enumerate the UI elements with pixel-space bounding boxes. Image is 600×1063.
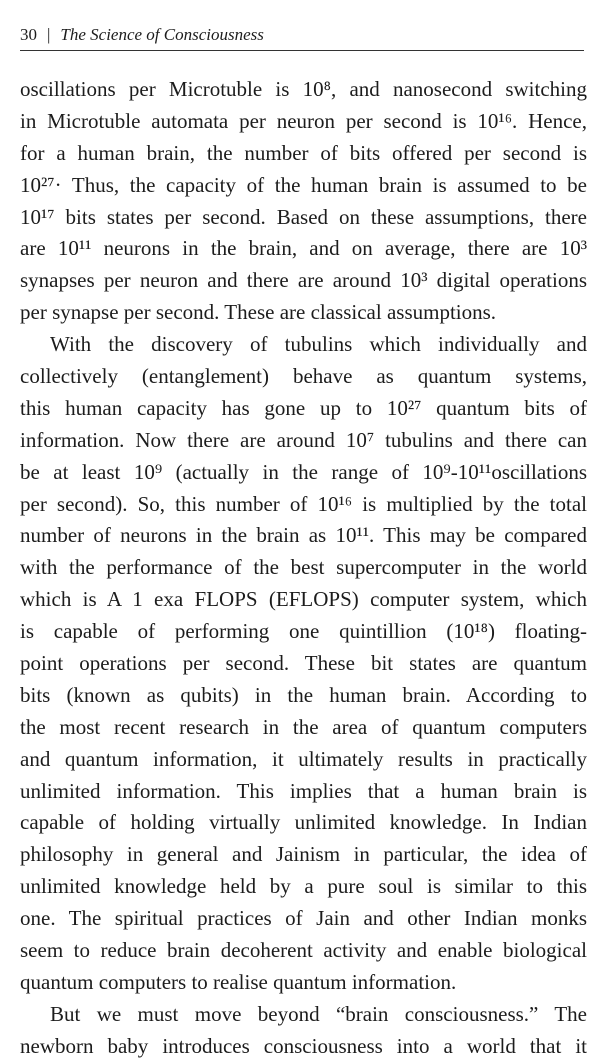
- text-line: the most recent research in the area of quantum computers: [20, 714, 587, 739]
- text-line: With the discovery of tubulins which individually and: [50, 332, 587, 357]
- text-line: 10¹⁷ bits states per second. Based on these assumptions, there: [20, 204, 587, 229]
- text-line: philosophy in general and Jainism in particular, the idea of: [20, 842, 587, 867]
- text-line: newborn baby introduces consciousness into a world that it: [20, 1033, 587, 1058]
- text-line: information. Now there are around 10⁷ tubulins and there can: [20, 427, 587, 452]
- text-line: per synapse per second. These are classical assumptions.: [20, 300, 497, 325]
- page-number: 30: [20, 25, 37, 44]
- body-text: [20, 74, 587, 1063]
- header-rule: [20, 50, 584, 51]
- text-line: unlimited information. This implies that a human brain is: [20, 778, 587, 803]
- text-line: bits (known as qubits) in the human brain. According to: [20, 682, 587, 707]
- text-line: be at least 10⁹ (actually in the range of 10⁹-10¹¹oscillations: [20, 459, 587, 484]
- paragraph: [20, 329, 587, 999]
- text-line: which is A 1 exa FLOPS (EFLOPS) computer system, which: [20, 587, 587, 612]
- text-line: with the performance of the best supercomputer in the world: [20, 555, 587, 580]
- paragraph: [20, 999, 587, 1063]
- text-line: point operations per second. These bit states are quantum: [20, 651, 587, 676]
- text-line: in Microtuble automata per neuron per second is 10¹⁶. Hence,: [20, 108, 587, 133]
- text-line: oscillations per Microtuble is 10⁸, and nanosecond switching: [20, 77, 587, 101]
- text-line: this human capacity has gone up to 10²⁷ quantum bits of: [20, 395, 587, 420]
- text-line: per second). So, this number of 10¹⁶ is multiplied by the total: [20, 491, 587, 516]
- text-line: one. The spiritual practices of Jain and other Indian monks: [20, 906, 587, 931]
- book-title: The Science of Consciousness: [60, 25, 264, 44]
- running-header: [20, 22, 580, 48]
- text-line: number of neurons in the brain as 10¹¹. This may be compared: [20, 523, 587, 548]
- text-line: are 10¹¹ neurons in the brain, and on average, there are 10³: [20, 236, 587, 261]
- text-line: 10²⁷· Thus, the capacity of the human brain is assumed to be: [20, 172, 587, 197]
- header-separator: |: [47, 25, 51, 44]
- text-line: synapses per neuron and there are around 10³ digital operations: [20, 268, 587, 293]
- text-line: seem to reduce brain decoherent activity and enable biological: [20, 938, 587, 963]
- text-line: capable of holding virtually unlimited knowledge. In Indian: [20, 810, 587, 835]
- paragraph: [20, 74, 587, 329]
- text-line: and quantum information, it ultimately results in practically: [20, 746, 587, 771]
- text-line: quantum computers to realise quantum information.: [20, 969, 457, 994]
- text-line: unlimited knowledge held by a pure soul is similar to this: [20, 874, 587, 899]
- text-line: for a human brain, the number of bits offered per second is: [20, 140, 587, 165]
- text-line: is capable of performing one quintillion (10¹⁸) floating-: [20, 619, 587, 644]
- text-line: But we must move beyond “brain consciousness.” The: [50, 1001, 587, 1026]
- text-line: collectively (entanglement) behave as quantum systems,: [20, 364, 587, 389]
